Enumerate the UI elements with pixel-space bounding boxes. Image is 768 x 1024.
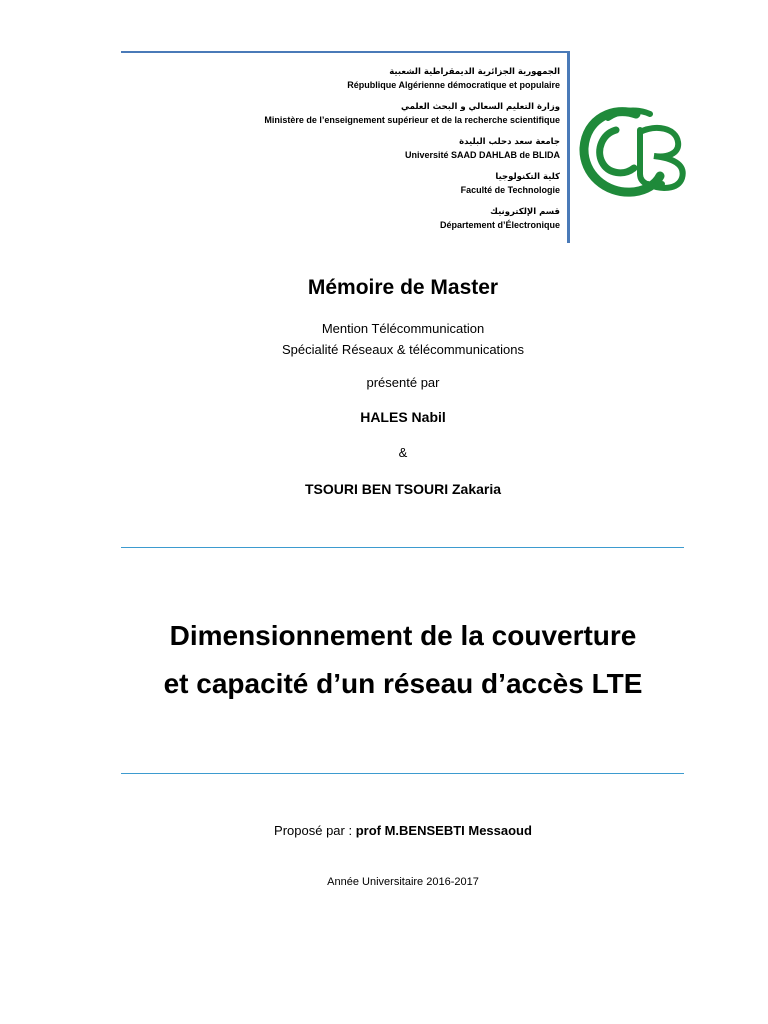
supervisor-name: prof M.BENSEBTI Messaoud xyxy=(355,823,532,838)
bottom-divider xyxy=(121,773,684,774)
university-french: Université SAAD DAHLAB de BLIDA xyxy=(404,150,560,160)
mention-line: Mention Télécommunication xyxy=(321,321,485,336)
faculty-arabic: كلية التكنولوجيا xyxy=(495,172,560,182)
title-line-2: et capacité d’un réseau d’accès LTE xyxy=(163,668,643,699)
title-line-1: Dimensionnement de la couverture xyxy=(169,620,637,651)
faculty-french: Faculté de Technologie xyxy=(460,185,560,195)
university-arabic: جامعة سعد دحلب البليدة xyxy=(459,137,560,147)
academic-year: Année Universitaire 2016-2017 xyxy=(327,876,479,888)
thesis-title xyxy=(0,612,768,708)
supervisor-line xyxy=(0,823,768,838)
proposed-label: Proposé par : xyxy=(274,823,356,838)
ampersand: & xyxy=(398,445,408,460)
ministry-arabic: وزارة التعليم السعالي و البحث العلمي xyxy=(401,102,560,112)
specialty-line: Spécialité Réseaux & télécommunications xyxy=(281,342,525,357)
ministry-french: Ministère de l’enseignement supérieur et de la recherche scientifique xyxy=(264,115,560,125)
republic-french: République Algérienne démocratique et populaire xyxy=(347,80,560,90)
author-two: TSOURI BEN TSOURI Zakaria xyxy=(304,481,502,497)
top-divider xyxy=(121,547,684,548)
department-arabic: قسم الإلكترونيك xyxy=(490,207,560,217)
university-logo xyxy=(578,100,694,200)
thesis-type: Mémoire de Master xyxy=(307,276,499,299)
department-french: Département d’Électronique xyxy=(439,220,560,230)
institution-header xyxy=(121,51,570,243)
author-one: HALES Nabil xyxy=(360,409,446,425)
presented-by: présenté par xyxy=(366,375,440,390)
republic-arabic: الجمهورية الجزائرية الديمقراطية الشعبية xyxy=(389,67,560,77)
